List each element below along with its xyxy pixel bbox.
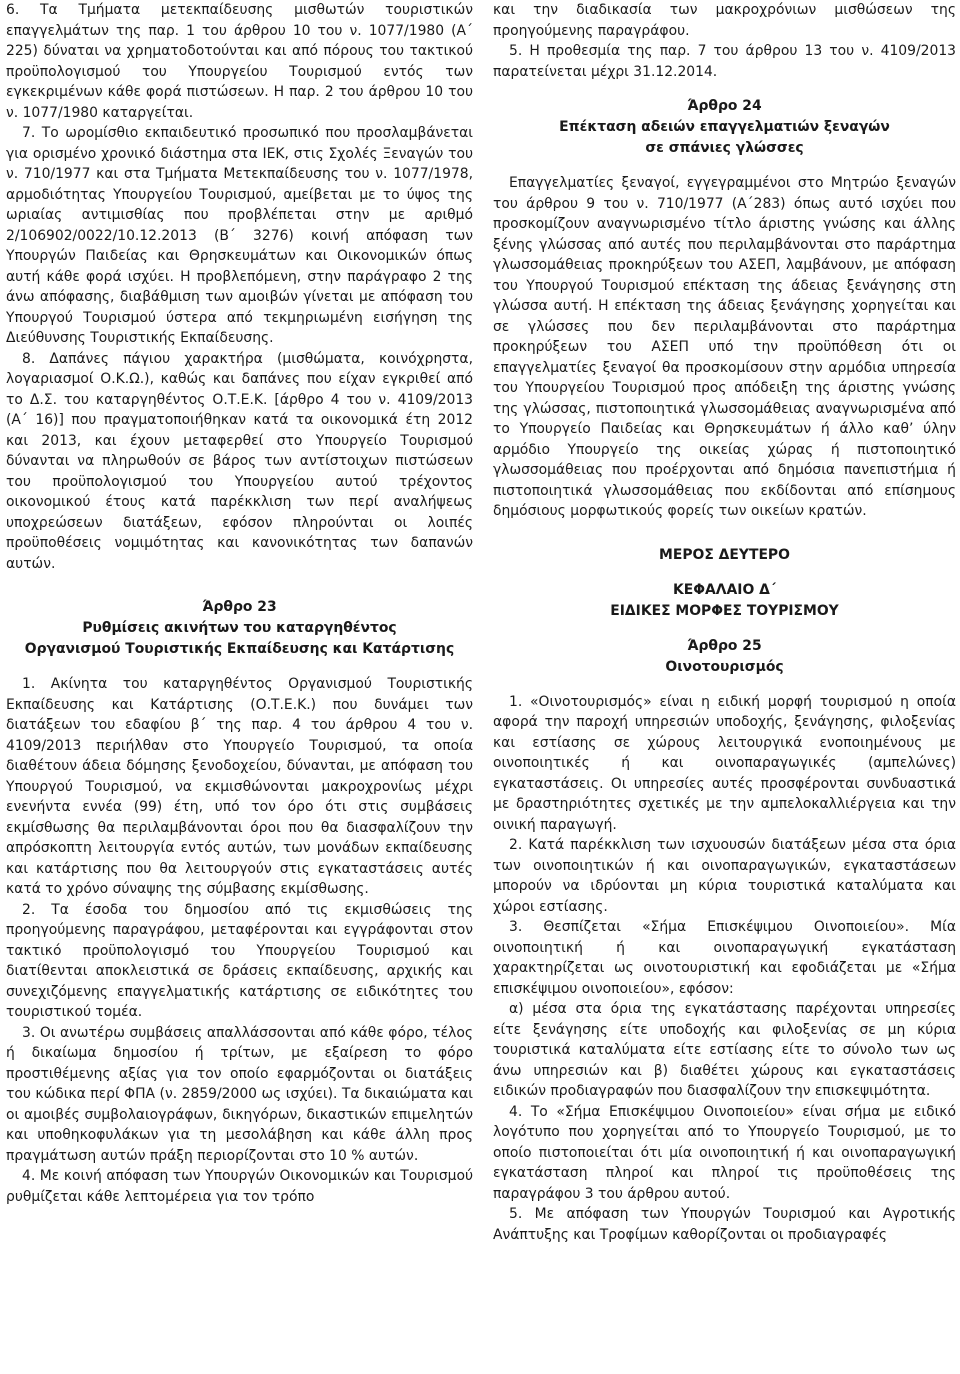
paragraph-6: 6. Τα Τμήματα μετεκπαίδευσης μισθωτών τουριστικών επαγγελμάτων της παρ. 1 του άρθρου 10 του ν. 1077/1980 (Α΄ 225) δύναται να χρηματοδοτούνται και από πόρους του τακτικού προϋπολογισμού του Υπουργείου Τουρισμού εντός των εγκεκριμένων κάθε φορά πιστώσεων. Η παρ. 2 του άρθρου 10 του ν. 1077/1980 καταργείται.: [6, 2, 473, 121]
article-24-title: Άρθρο 24: [687, 98, 762, 114]
paragraph-8: 8. Δαπάνες πάγιου χαρακτήρα (μισθώματα, κοινόχρηστα, λογαριασμοί Ο.Κ.Ω.), καθώς και δαπάνες που είχαν εγκριθεί από το Δ.Σ. του καταργηθέντος Ο.Τ.Ε.Κ. [άρθρο 4 του ν. 4109/2013 (Α΄ 16)] που πραγματοποιήθηκαν κατά τα οικονομικά έτη 2012 και 2013, και έχουν μεταφερθεί στο Υπουργείο Τουρισμού δύνανται να πληρωθούν σε βάρος των αντίστοιχων πιστώσεων του προϋπολογισμού του Υπουργείου αυτού τρέχοντος οικονομικού έτους κατά παρέκκλιση των περί αναλήψεως υποχρεώσεων διατάξεων, εφόσον πληρούνται οι λοιπές προϋποθέσεις νομιμότητας και κανονικότητας των δαπανών αυτών.: [6, 350, 473, 572]
article-25-paragraph-3a: α) μέσα στα όρια της εγκατάστασης παρέχονται υπηρεσίες είτε ξενάγησης είτε υποδοχής και φιλοξενίας σε μη κύρια τουριστικά καταλύματα είτε εστίασης είτε το σύνολο των ως άνω υπηρεσιών και β) διαθέτει χώρους και εγκαταστάσεις ειδικών προδιαγραφών που διασφαλίζουν την επισκεψιμότητα.: [493, 1001, 956, 1099]
article-25-subtitle: Οινοτουρισμός: [665, 658, 784, 675]
article-23-paragraph-5: 5. Η προθεσμία της παρ. 7 του άρθρου 13 του ν. 4109/2013 παρατείνεται μέχρι 31.12.2014.: [493, 43, 956, 80]
chapter-title: ΚΕΦΑΛΑΙΟ Δ΄: [672, 581, 776, 598]
article-23-paragraph-1: 1. Ακίνητα του καταργηθέντος Οργανισμού Τουριστικής Εκπαίδευσης και Κατάρτισης (Ο.Τ.Ε.Κ.) που δυνάμει των διατάξεων του εδαφίου β΄ της παρ. 4 του άρθρου 4 του ν. 4109/2013 περιήλθαν στο Υπουργείο Τουρισμού, τα οποία διαθέτουν άδεια δόμησης ξενοδοχείου, δύνανται, με απόφαση του Υπουργού Τουρισμού, να εκμισθώνονται μακροχρονίως μέχρι ενενήντα εννέα (99) έτη, υπό τον όρο ότι στις συμβάσεις εκμίσθωσης θα περιλαμβάνονται όροι που θα διασφαλίζουν την απρόσκοπτη λειτουργία εντός αυτών, των μονάδων εκπαίδευσης και κατάρτισης που θα λειτουργούν στις εγκαταστάσεις αυτές κατά το χρόνο σύναψης της σύμβασης εκμίσθωσης.: [6, 676, 473, 897]
article-23-paragraph-4: 4. Με κοινή απόφαση των Υπουργών Οικονομικών και Τουρισμού ρυθμίζεται κάθε λεπτομέρεια για τον τρόπο: [6, 1168, 473, 1205]
article-23-title: Άρθρο 23: [202, 599, 277, 615]
article-25-paragraph-5: 5. Με απόφαση των Υπουργών Τουρισμού και Αγροτικής Ανάπτυξης και Τροφίμων καθορίζονται οι προδιαγραφές: [493, 1206, 956, 1243]
article-23-paragraph-2: 2. Τα έσοδα του δημοσίου από τις εκμισθώσεις της προηγούμενης παραγράφου, μεταφέρονται και εγγράφονται στον τακτικό προϋπολογισμό του Υπουργείου Τουρισμού και διατίθενται αποκλειστικά σε δράσεις εκπαίδευσης, αρχικής και συνεχιζόμενης επαγγελματικής κατάρτισης σε ειδικότητες του τουριστικού τομέα.: [6, 901, 473, 1020]
article-24-subtitle-line-2: σε σπάνιες γλώσσες: [645, 140, 804, 156]
article-24-paragraph: Επαγγελματίες ξεναγοί, εγγεγραμμένοι στο Μητρώο ξεναγών του άρθρου 9 του ν. 710/1977 (Α΄283) όπως αυτό ισχύει που προσκομίζουν αναγνωρισμένο τίτλο άριστης γνώσης και άλλης ξένης γλώσσας από αυτές που περιλαμβάνονται στο παράρτημα γλωσσομάθειας προκηρύξεων του ΑΣΕΠ, λαμβάνουν, με απόφαση του Υπουργού Τουρισμού επέκταση της άδειας ξενάγησης στη γλώσσα αυτή. Η επέκταση της άδειας ξενάγησης χορηγείται και σε γλώσσες που δεν περιλαμβάνονται στο παράρτημα προκηρύξεων του ΑΣΕΠ υπό την προϋπόθεση ότι οι επαγγελματίες ξεναγοί θα προσκομίσουν στην αρμόδια υπηρεσία του Υπουργείου Τουρισμού προς απόδειξη της άριστης γνώσης της γλώσσας, πιστοποιητικά γλωσσομάθειας αναγνωρισμένα από το Υπουργείο Παιδείας και Θρησκευμάτων ή άλλο καθ’ ύλην αρμόδιο Υπουργείο της οικείας χώρας ή πιστοποιητικό γλωσσομάθειας που προέρχονται από δημόσια πανεπιστήμια ή πιστοποιητικά γλωσσομάθειας που εκδίδονται από επίσημους δημόσιους μορφωτικούς φορείς των οικείων κρατών.: [493, 175, 956, 519]
article-24-subtitle-line-1: Επέκταση αδειών επαγγελματιών ξεναγών: [559, 119, 890, 135]
article-23-subtitle-line-1: Ρυθμίσεις ακινήτων του καταργηθέντος: [82, 620, 397, 636]
article-25-paragraph-4: 4. Το «Σήμα Επισκέψιμου Οινοποιείου» είναι σήμα με ειδικό λογότυπο που χορηγείται από το Υπουργείο Τουρισμού, με το οποίο πιστοποιείται ότι μία οινοποιητική ή και οινοπαραγωγική εγκατάσταση πληροί και πληροί τις προϋποθέσεις της παραγράφου 3 του άρθρου αυτού.: [493, 1103, 956, 1202]
left-column: [6, 0, 473, 1207]
article-25-paragraph-3: 3. Θεσπίζεται «Σήμα Επισκέψιμου Οινοποιείου». Μία οινοποιητική ή και οινοπαραγωγική εγκατάσταση χαρακτηρίζεται ως οινοτουριστική και εφοδιάζεται με «Σήμα επισκέψιμου οινοποιείου», εφόσον:: [493, 919, 956, 997]
article-25-paragraph-2: 2. Κατά παρέκκλιση των ισχυουσών διατάξεων μέσα στα όρια των οινοποιητικών ή και οινοπαραγωγικών, εγκαταστάσεων μπορούν να ιδρύονται μη κύρια τουριστικά καταλύματα και χώροι εστίασης.: [493, 837, 956, 915]
paragraph-7: 7. Το ωρομίσθιο εκπαιδευτικό προσωπικό που προσλαμβάνεται για ορισμένο χρονικό διάστημα στα ΙΕΚ, στις Σχολές Ξεναγών του ν. 710/1977 και στα Τμήματα Μετεκπαίδευσης του ν. 1077/1978, αρμοδιότητας Υπουργείου Τουρισμού, αμείβεται με το ύψος της ωριαίας αντιμισθίας που προβλέπεται στην με αριθμό 2/106902/0022/10.12.2013 (Β΄ 3276) κοινή απόφαση των Υπουργών Παιδείας και Θρησκευμάτων και Οικονομικών όπως αυτή κάθε φορά ισχύει. Η προβλεπόμενη, στην παράγραφο 2 της άνω απόφασης, διαβάθμιση των αμοιβών γίνεται με απόφαση του Υπουργού Τουρισμού ύστερα από τεκμηριωμένη εισήγηση της Διεύθυνσης Τουριστικής Εκπαίδευσης.: [6, 125, 473, 346]
chapter-subtitle: ΕΙΔΙΚΕΣ ΜΟΡΦΕΣ ΤΟΥΡΙΣΜΟΥ: [610, 602, 839, 619]
article-23-paragraph-3: 3. Οι ανωτέρω συμβάσεις απαλλάσσονται από κάθε φόρο, τέλος ή δικαίωμα δημοσίου ή τρίτων, με εξαίρεση το φόρο προστιθέμενης αξίας για τον οποίο εφαρμόζονται οι διατάξεις του κώδικα περί ΦΠΑ (ν. 2859/2000 ως ισχύει). Τα δικαιώματα και οι αμοιβές συμβολαιογράφων, δικηγόρων, δικαστικών επιμελητών και υποθηκοφυλάκων για τη μεσολάβηση και κάθε άλλη προς πραγμάτωση αυτών πράξη περιορίζονται στο 10 % αυτών.: [6, 1024, 473, 1164]
part-title: ΜΕΡΟΣ ΔΕΥΤΕΡΟ: [659, 546, 790, 563]
article-25-title: Άρθρο 25: [687, 637, 762, 654]
article-23-subtitle-line-2: Οργανισμού Τουριστικής Εκπαίδευσης και Κατάρτισης: [24, 641, 455, 657]
right-column: [493, 0, 956, 1245]
article-25-paragraph-1: 1. «Οινοτουρισμός» είναι η ειδική μορφή τουρισμού η οποία αφορά την παροχή υπηρεσιών υποδοχής, ξενάγησης, φιλοξενίας και εστίασης σε χώρους λειτουργικά ενοποιημένους με οινοποιητικές ή και οινοπαραγωγικές (αμπελώνες) εγκαταστάσεις. Οι υπηρεσίες αυτές προσφέρονται συνδυαστικά με δραστηριότητες σχετικές με την αμπελοκαλλιέργεια και την οινική παραγωγή.: [493, 693, 956, 833]
continuation-paragraph: και την διαδικασία των μακροχρόνιων μισθώσεων της προηγούμενης παραγράφου.: [493, 2, 956, 39]
